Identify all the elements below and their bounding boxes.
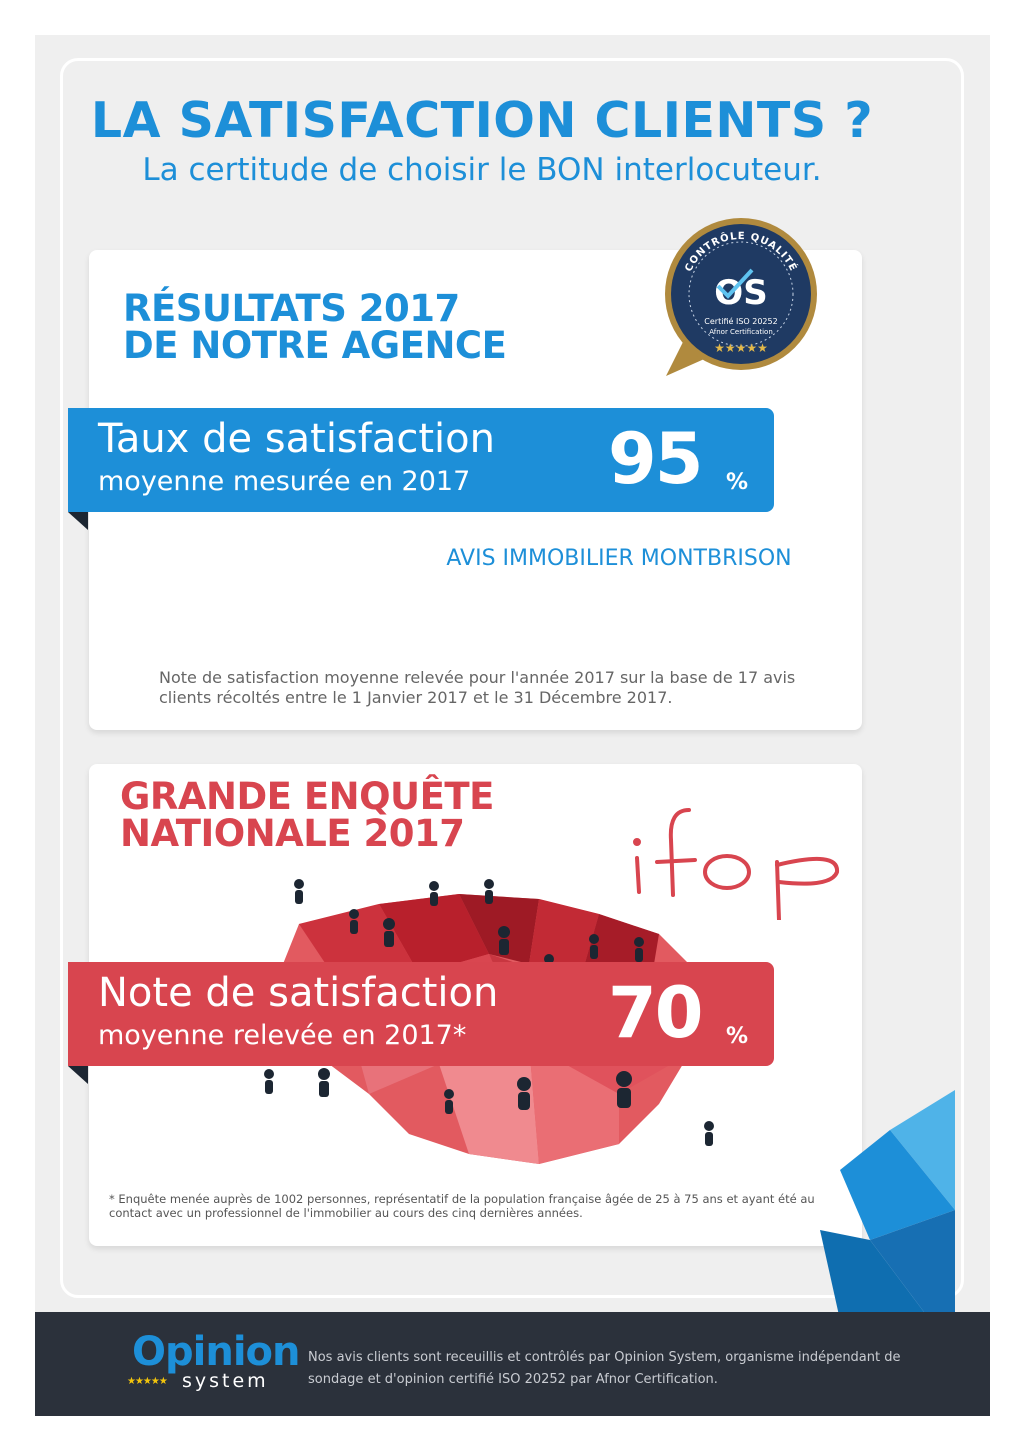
agency-band-line2: moyenne mesurée en 2017 xyxy=(98,466,471,497)
band-fold-shadow xyxy=(68,512,88,530)
agency-name: AVIS IMMOBILIER MONTBRISON xyxy=(446,546,792,571)
national-satisfaction-band xyxy=(68,962,774,1066)
agency-band-line1: Taux de satisfaction xyxy=(98,416,495,462)
national-satisfaction-value: 70 xyxy=(608,972,702,1054)
opinion-system-logo-stars: ★★★★★ xyxy=(127,1376,167,1387)
national-band-line1: Note de satisfaction xyxy=(98,970,499,1016)
page-title: LA SATISFACTION CLIENTS ? xyxy=(90,92,874,149)
badge-ring-text: CONTRÔLE QUALITÉ xyxy=(683,230,799,274)
national-band-line2: moyenne relevée en 2017* xyxy=(98,1020,467,1051)
survey-footnote: * Enquête menée auprès de 1002 personnes, représentatif de la population française âgée de 25 à 75 ans et ayant été au contact avec un professionnel de l'immobilier au cours des cinq dernières années. xyxy=(109,1192,815,1220)
agency-results-title-line2: DE NOTRE AGENCE xyxy=(123,324,507,367)
national-satisfaction-unit: % xyxy=(726,1024,749,1049)
opinion-system-logo-word: Opinion xyxy=(132,1329,300,1375)
agency-satisfaction-band xyxy=(68,408,774,512)
agency-results-title xyxy=(123,287,507,367)
badge-line1: Certifié ISO 20252 xyxy=(704,317,778,326)
national-survey-title-line1: GRANDE ENQUÊTE xyxy=(120,775,494,818)
national-survey-title-line2: NATIONALE 2017 xyxy=(120,812,465,855)
page-subtitle: La certitude de choisir le BON interlocuteur. xyxy=(142,152,822,188)
opinion-system-logo-system: system xyxy=(182,1370,269,1392)
agency-satisfaction-unit: % xyxy=(726,470,749,495)
national-survey-title xyxy=(120,775,494,855)
badge-line2: Afnor Certification xyxy=(709,328,773,336)
badge-monogram: OS xyxy=(714,273,768,313)
badge-stars: ★★★★★ xyxy=(714,341,768,355)
ifop-logo-text: ifop xyxy=(599,770,601,771)
footer-text: Nos avis clients sont receuillis et contrôlés par Opinion System, organisme indépendant de sondage et d'opinion certifié ISO 20252 par Afnor Certification. xyxy=(308,1350,901,1387)
decorative-polygons-icon xyxy=(800,1090,955,1320)
quality-badge-icon xyxy=(656,216,826,386)
band-fold-shadow xyxy=(68,1066,88,1084)
agency-satisfaction-value: 95 xyxy=(608,418,702,500)
agency-results-title-line1: RÉSULTATS 2017 xyxy=(123,287,460,330)
agency-note: Note de satisfaction moyenne relevée pour l'année 2017 sur la base de 17 avis clients récoltés entre le 1 Janvier 2017 et le 31 Décembre 2017. xyxy=(159,668,796,707)
